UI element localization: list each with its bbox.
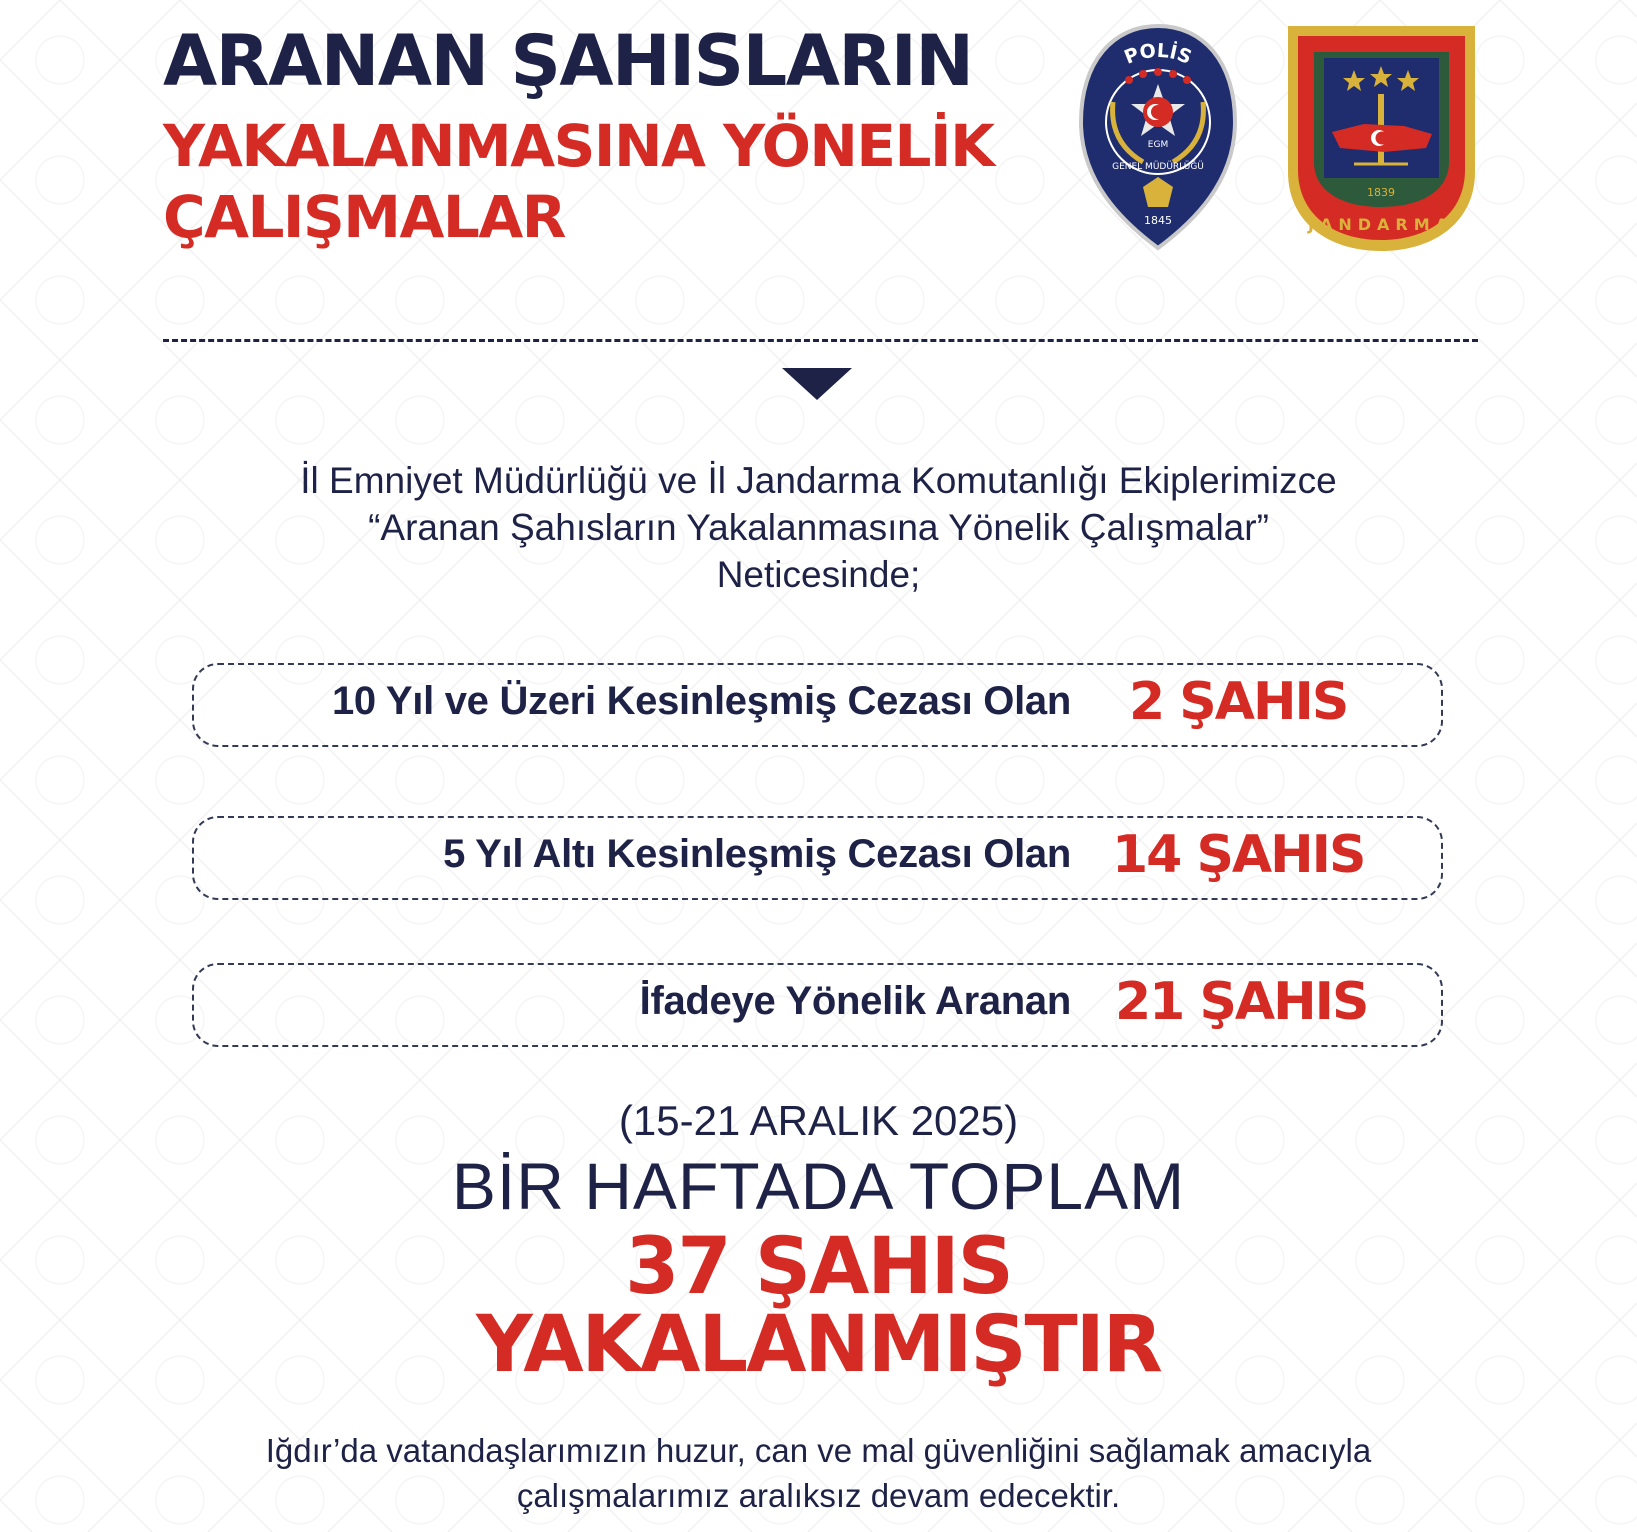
intro-line-2: “Aranan Şahısların Yakalanmasına Yönelik Çalışmalar” — [368, 507, 1269, 548]
result-text: YAKALANMIŞTIR — [476, 1300, 1161, 1390]
stat-label: 5 Yıl Altı Kesinleşmiş Cezası Olan — [443, 832, 1071, 876]
page-title-line-1: ARANAN ŞAHISLARIN — [163, 20, 973, 102]
intro-line-3: Neticesinde; — [716, 554, 921, 595]
footer-line-1: Iğdır’da vatandaşlarımızın huzur, can ve mal güvenliğini sağlamak amacıyla — [265, 1432, 1372, 1469]
down-arrow-icon — [782, 368, 852, 400]
svg-text:GENEL MÜDÜRLÜĞÜ: GENEL MÜDÜRLÜĞÜ — [1112, 162, 1204, 172]
svg-text:1845: 1845 — [1144, 214, 1172, 227]
stat-box — [192, 816, 1443, 900]
stat-value: 14 ŞAHIS — [1112, 825, 1365, 885]
intro-line-1: İl Emniyet Müdürlüğü ve İl Jandarma Komutanlığı Ekiplerimizce — [300, 460, 1337, 501]
page-title-line-3: ÇALIŞMALAR — [163, 183, 565, 251]
date-range: (15-21 ARALIK 2025) — [618, 1097, 1019, 1144]
total-count: 37 ŞAHIS — [625, 1222, 1012, 1312]
jandarma-emblem-icon — [1284, 22, 1479, 255]
svg-text:EGM: EGM — [1147, 140, 1169, 150]
stat-box — [192, 963, 1443, 1047]
page-title-line-2: YAKALANMASINA YÖNELİK — [163, 112, 994, 180]
svg-text:POLİS: POLİS — [1121, 39, 1195, 69]
stat-label: 10 Yıl ve Üzeri Kesinleşmiş Cezası Olan — [331, 679, 1071, 723]
total-line: BİR HAFTADA TOPLAM — [451, 1149, 1186, 1223]
footer-line-2: çalışmalarımız aralıksız devam edecektir. — [516, 1477, 1121, 1514]
stat-box — [192, 663, 1443, 747]
stat-value: 21 ŞAHIS — [1115, 972, 1368, 1032]
stat-label: İfadeye Yönelik Aranan — [639, 979, 1071, 1023]
police-emblem-icon — [1073, 22, 1243, 252]
dashed-divider — [163, 339, 1478, 342]
svg-text:1839: 1839 — [1367, 186, 1395, 199]
svg-text:JANDARMA: JANDARMA — [1307, 215, 1455, 234]
stat-value: 2 ŞAHIS — [1129, 672, 1348, 732]
